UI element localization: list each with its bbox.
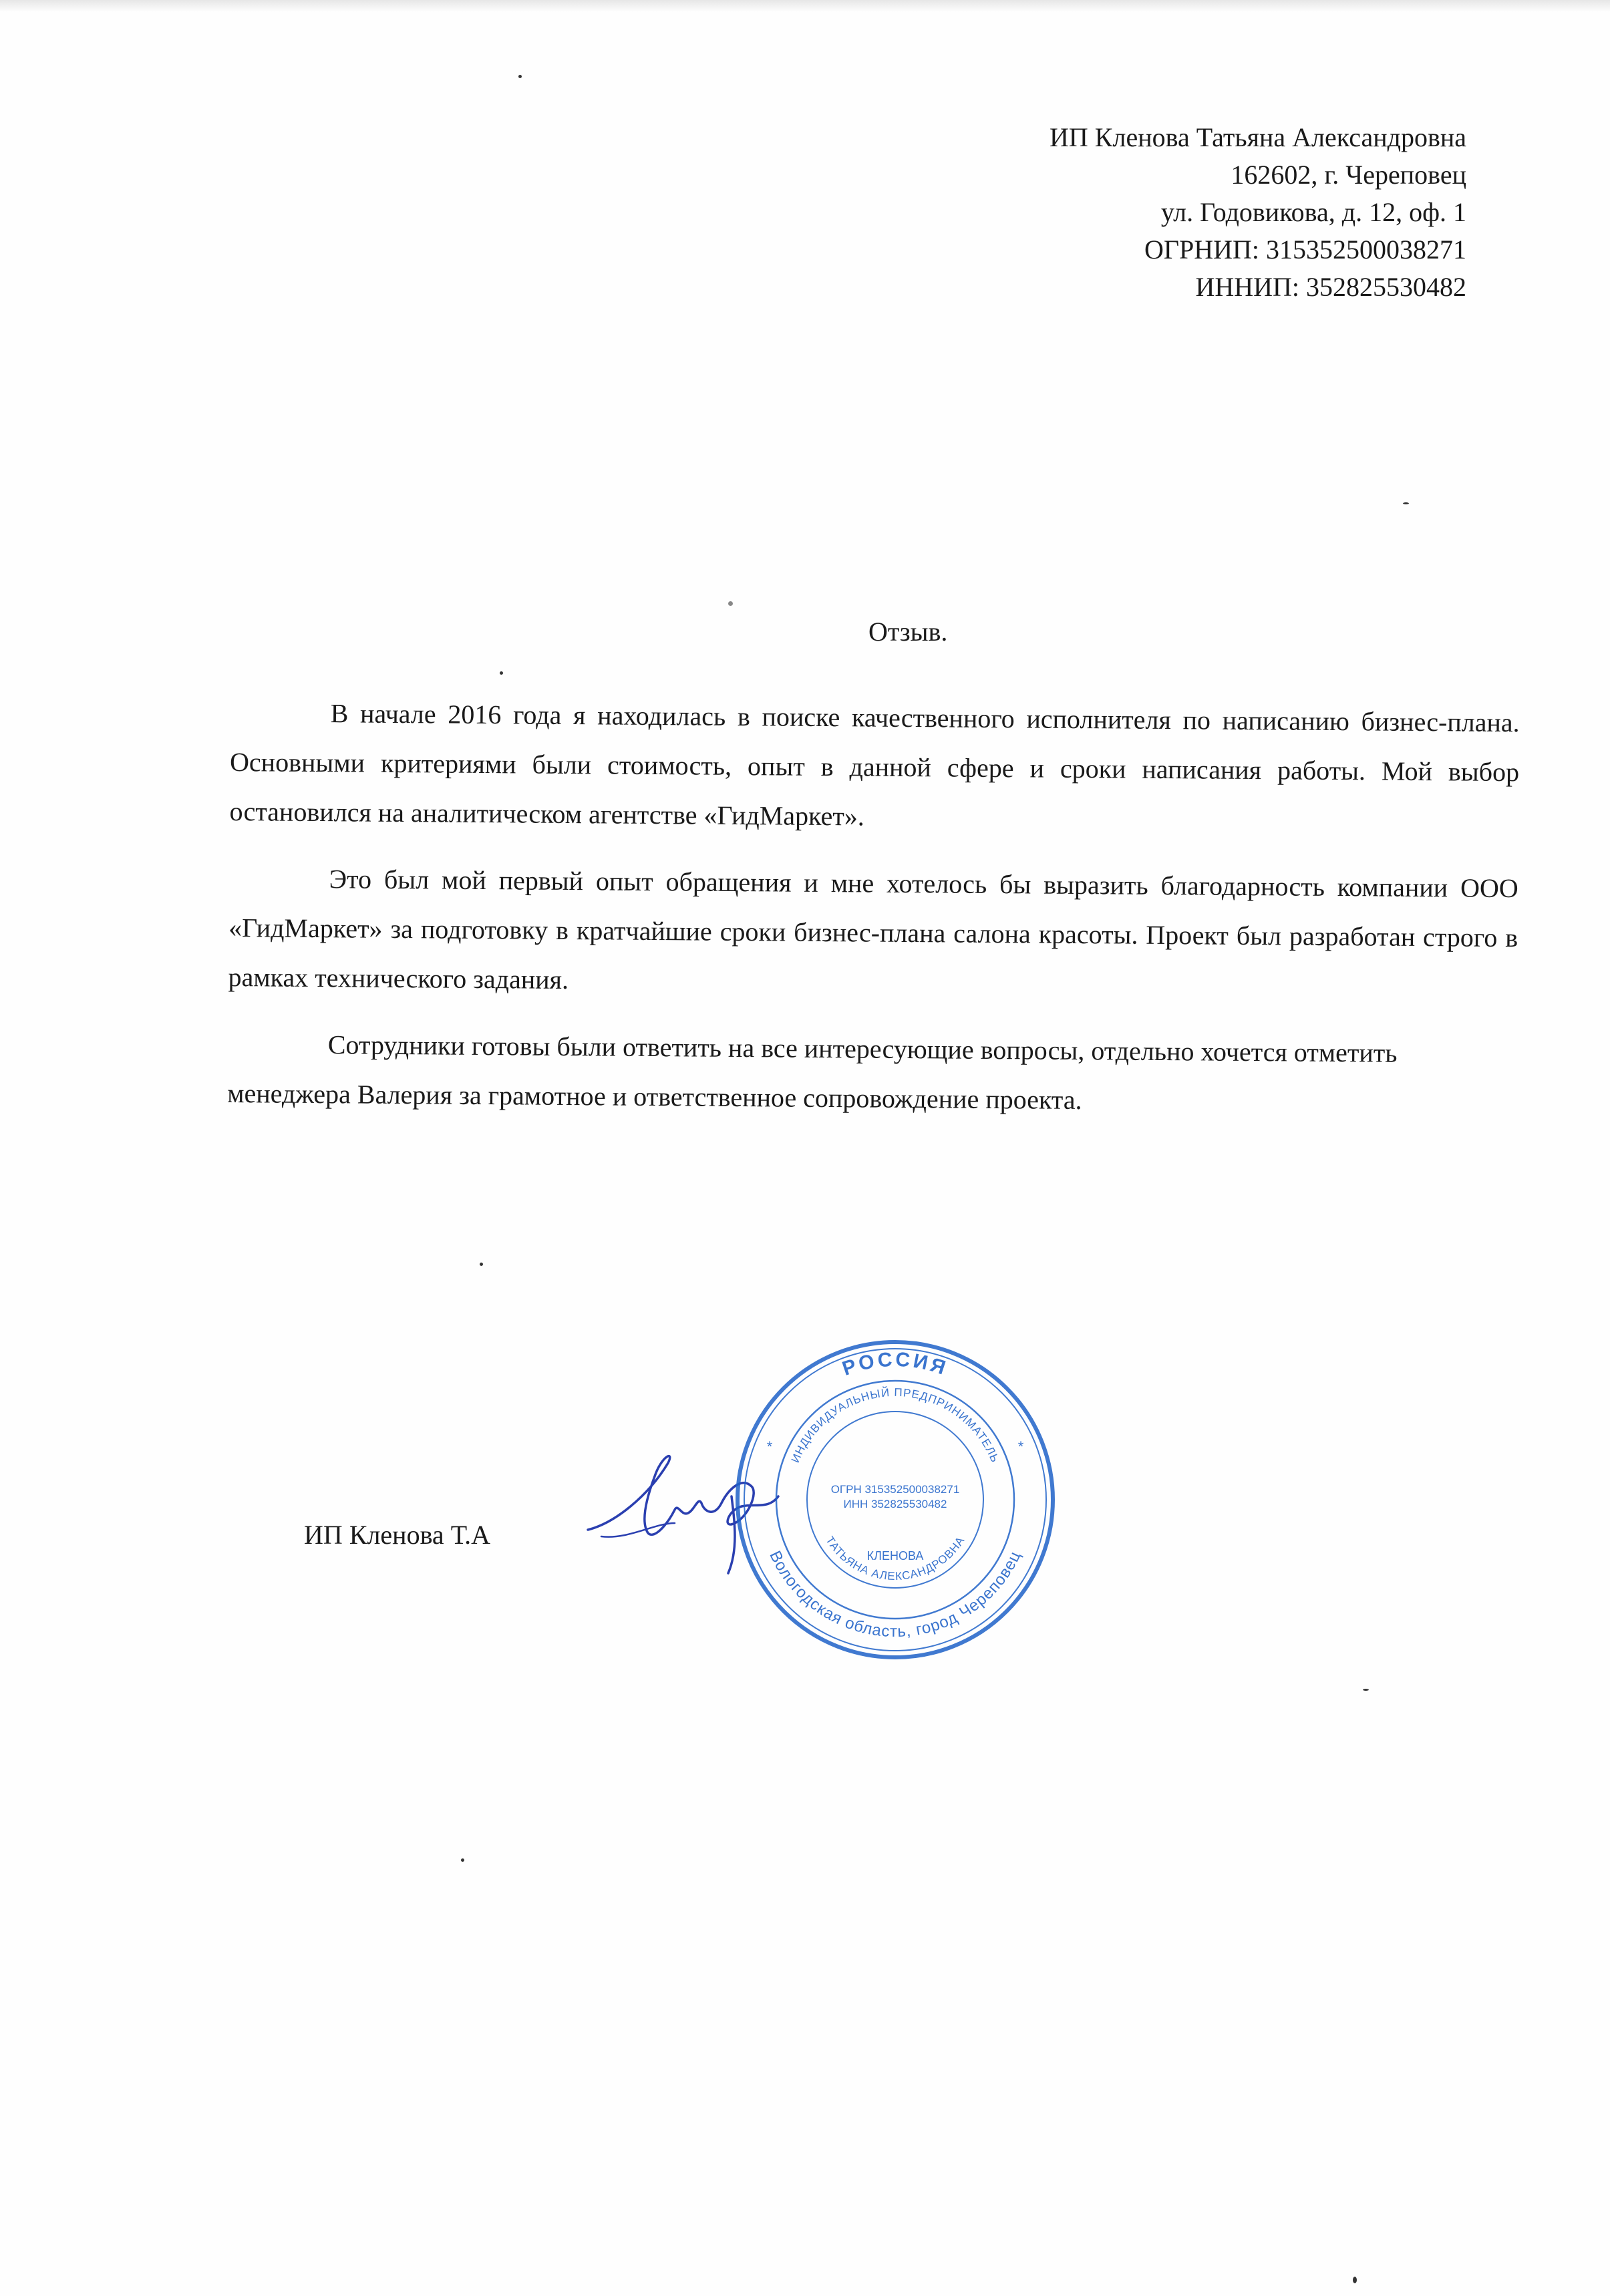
svg-text:ТАТЬЯНА АЛЕКСАНДРОВНА: ТАТЬЯНА АЛЕКСАНДРОВНА	[823, 1534, 967, 1583]
svg-text:*: *	[766, 1438, 773, 1455]
sender-street: ул. Годовикова, д. 12, оф. 1	[1160, 197, 1466, 227]
sender-innip: ИННИП: 352825530482	[1195, 272, 1466, 302]
svg-text:Вологодская область, город Чер: Вологодская область, город Череповец	[766, 1548, 1025, 1641]
svg-text:ИНДИВИДУАЛЬНЫЙ ПРЕДПРИНИМАТЕЛЬ: ИНДИВИДУАЛЬНЫЙ ПРЕДПРИНИМАТЕЛЬ	[788, 1385, 1002, 1465]
svg-text:*: *	[1017, 1438, 1024, 1455]
svg-text:КЛЕНОВА: КЛЕНОВА	[866, 1549, 924, 1563]
review-body	[227, 688, 1520, 1146]
scan-speck	[461, 1858, 464, 1862]
svg-text:РОССИЯ: РОССИЯ	[839, 1348, 951, 1380]
paragraph-1: В начале 2016 года я находилась в поиске качественного исполнителя по написанию бизнес-плана. Основными критериями были стоимость, опыт в данной сфере и сроки написания работы. Мой выбор остановился на аналитическом агентстве «ГидМаркет».	[229, 698, 1520, 832]
document-title: Отзыв.	[868, 617, 948, 647]
scan-speck	[1353, 2277, 1357, 2283]
scan-speck	[480, 1263, 483, 1266]
paragraph-3: Сотрудники готовы были ответить на все интересующие вопросы, отдельно хочется отметить менеджера Валерия за грамотное и ответственное сопровождение проекта.	[227, 1029, 1398, 1116]
svg-text:ОГРН 315352500038271: ОГРН 315352500038271	[830, 1483, 960, 1496]
signer-name: ИП Кленова Т.А	[304, 1520, 491, 1550]
scan-speck	[518, 75, 522, 78]
sender-city: 162602, г. Череповец	[1231, 160, 1466, 190]
paragraph-2: Это был мой первый опыт обращения и мне хотелось бы выразить благодарность компании ООО «ГидМаркет» за подготовку в кратчайшие сроки бизнес-плана салона красоты. Проект был разработан строго в рамках технического задания.	[228, 864, 1518, 995]
scan-speck	[1403, 502, 1409, 504]
scan-speck	[1363, 1689, 1369, 1691]
sender-ogrnip: ОГРНИП: 315352500038271	[1144, 234, 1466, 265]
round-seal	[728, 1333, 1062, 1667]
scan-speck	[500, 671, 503, 675]
scan-speck	[728, 601, 733, 606]
svg-text:ИНН 352825530482: ИНН 352825530482	[843, 1498, 947, 1510]
scan-top-edge	[0, 0, 1610, 12]
sender-name: ИП Кленова Татьяна Александровна	[1050, 122, 1466, 152]
sender-details	[732, 119, 1466, 306]
